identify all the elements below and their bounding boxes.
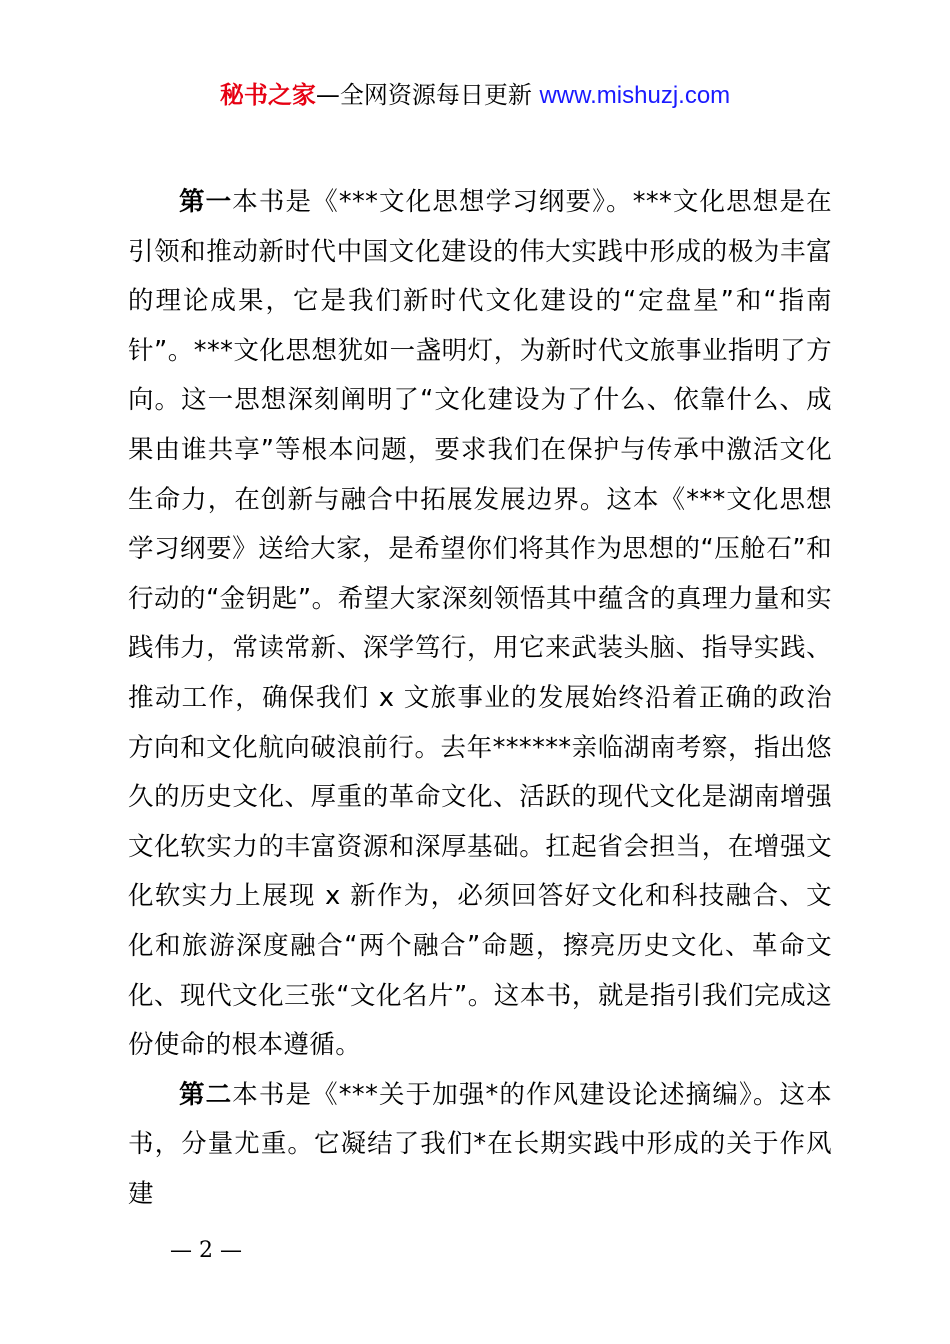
paragraph-first-book <box>128 178 832 1071</box>
site-header <box>0 78 950 113</box>
site-brand: 秘书之家 <box>219 81 316 109</box>
page-number: — 2 — <box>170 1238 242 1263</box>
paragraph-lead: 第一 <box>179 187 233 217</box>
paragraph-text: 本书是《***关于加强*的作风建设论述摘编》。这本书，分量尤重。它凝结了我们*在长期实践中形成的关于作风建 <box>128 1079 832 1209</box>
paragraph-second-book <box>128 1071 832 1220</box>
paragraph-text: 本书是《***文化思想学习纲要》。***文化思想是在引领和推动新时代中国文化建设的伟大实践中形成的极为丰富的理论成果，它是我们新时代文化建设的“定盘星”和“指南针”。***文化思想犹如一盏明灯，为新时代文旅事业指明了方向。这一思想深刻阐明了“文化建设为了什么、依靠什么、成果由谁共享”等根本问题，要求我们在保护与传承中激活文化生命力，在创新与融合中拓展发展边界。这本《***文化思想学习纲要》送给大家，是希望你们将其作为思想的“压舱石”和行动的“金钥匙”。希望大家深刻领悟其中蕴含的真理力量和实践伟力，常读常新、深学笃行，用它来武装头脑、指导实践、推动工作，确保我们 x 文旅事业的发展始终沿着正确的政治方向和文化航向破浪前行。去年******亲临湖南考察，指出悠久的历史文化、厚重的革命文化、活跃的现代文化是湖南增强文化软实力的丰富资源和深厚基础。扛起省会担当，在增强文化软实力上展现 x 新作为，必须回答好文化和科技融合、文化和旅游深度融合“两个融合”命题，擦亮历史文化、革命文化、现代文化三张“文化名片”。这本书，就是指引我们完成这份使命的根本遵循。 <box>128 187 832 1061</box>
site-slogan: —全网资源每日更新 <box>315 81 532 109</box>
paragraph-lead: 第二 <box>179 1079 233 1110</box>
site-url[interactable]: www.mishuzj.com <box>539 82 731 109</box>
document-body <box>128 178 832 1219</box>
